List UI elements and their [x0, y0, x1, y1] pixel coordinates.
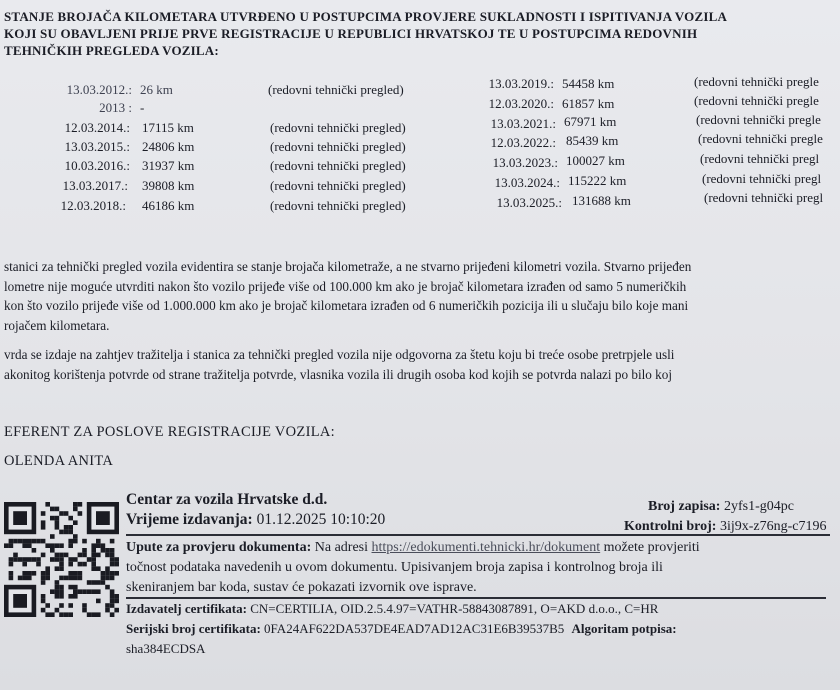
upute-line-2: točnost podataka navedenih u ovom dokumentu. Upisivanjem broja zapisa i kontrolnog broja ili — [126, 560, 663, 575]
mileage-km: - — [140, 100, 145, 115]
upute-text: Na adresi — [314, 540, 369, 555]
mileage-date: 13.03.2019.: — [488, 76, 554, 91]
notice-line: lometre nije moguće utvrditi nakon što vozilo prijeđe više od 100.000 km ako je brojač kilometara izrađen od samo 5 numeričkih — [4, 278, 687, 294]
heading-line-3: TEHNIČKIH PREGLEDA VOZILA: — [4, 43, 219, 58]
referent-title: EFERENT ZA POSLOVE REGISTRACIJE VOZILA: — [4, 424, 335, 440]
kontrolni-broj — [624, 519, 826, 535]
serijski-value: 0FA24AF622DA537DE4EAD7AD12AC31E6B39537B5 — [264, 621, 565, 636]
mileage-date: 13.03.2017.: — [62, 178, 128, 193]
verification-link[interactable]: https://edokumenti.tehnicki.hr/dokument — [371, 540, 601, 555]
mileage-date: 12.03.2022.: — [490, 135, 556, 150]
mileage-desc: (redovni tehnički pregle — [694, 93, 819, 108]
mileage-date: 13.03.2024.: — [494, 175, 560, 190]
mileage-km: 24806 km — [142, 139, 195, 154]
mileage-km: 54458 km — [562, 76, 615, 91]
broj-zapisa-label: Broj zapisa: — [648, 499, 721, 514]
mileage-desc: (redovni tehnički pregled) — [270, 178, 406, 193]
broj-zapisa — [648, 499, 794, 515]
notice-line: rojačem kilometara. — [4, 317, 110, 333]
document-heading — [4, 8, 840, 59]
vrijeme-label: Vrijeme izdavanja: — [126, 511, 253, 528]
liability-notice — [4, 345, 840, 384]
heading-line-2: KOJI SU OBAVLJENI PRIJE PRVE REGISTRACIJE U REPUBLICI HRVATSKOJ TE U POSTUPCIMA REDOVNIH — [4, 26, 698, 41]
mileage-desc: (redovni tehnički pregled) — [270, 120, 406, 135]
vrijeme-izdavanja — [126, 511, 385, 529]
mileage-km: 67971 km — [564, 114, 617, 129]
referent-name: OLENDA ANITA — [4, 453, 114, 469]
upute-label: Upute za provjeru dokumenta: — [126, 540, 312, 555]
mileage-date: 13.03.2025.: — [496, 195, 562, 210]
mileage-date: 13.03.2023.: — [492, 155, 558, 170]
mileage-desc: (redovni tehnički pregled) — [270, 139, 406, 154]
broj-zapisa-value: 2yfs1-g04pc — [723, 499, 794, 514]
mileage-km: 31937 km — [142, 158, 195, 173]
mileage-km: 85439 km — [566, 133, 619, 148]
mileage-desc: (redovni tehnički pregl — [700, 151, 820, 166]
issuer-org: Centar za vozila Hrvatske d.d. — [126, 491, 328, 508]
mileage-date: 13.03.2012.: — [66, 82, 132, 97]
notice-line: vrda se izdaje na zahtjev tražitelja i stanica za tehnički pregled vozila nije odgovorna za štetu koju bi treće osobe pretrpjele usli — [4, 347, 675, 362]
kontrolni-broj-value: 3ij9x-z76ng-c7196 — [719, 519, 827, 534]
mileage-desc: (redovni tehnički pregle — [698, 131, 823, 146]
mileage-date: 10.03.2016.: — [64, 158, 130, 173]
mileage-desc: (redovni tehnički pregled) — [270, 198, 406, 213]
mileage-date: 2013 : — [99, 100, 132, 115]
serijski-broj — [126, 621, 677, 637]
algoritam-value: sha384ECDSA — [126, 641, 206, 656]
mileage-km: 115222 km — [568, 173, 627, 188]
notice-line: kon što vozilo prijeđe više od 1.000.000 km ako je brojač kilometara izrađen od 6 numeričkih pozicija ili u slučaju bilo koje mani — [4, 298, 689, 313]
serijski-label: Serijski broj certifikata: — [126, 621, 261, 636]
notice-line: stanici za tehnički pregled vozila evidentira se stanje brojača kilometraže, a ne stvarno prijeđeni kilometri vozila. Stvarno prijeđen — [4, 259, 692, 274]
mileage-km: 39808 km — [142, 178, 195, 193]
divider — [126, 597, 826, 599]
mileage-km: 46186 km — [142, 198, 195, 213]
upute-line-3: skeniranjem bar koda, sustav će pokazati izvornik ove isprave. — [126, 580, 477, 595]
mileage-date: 13.03.2021.: — [490, 116, 556, 131]
mileage-date: 12.03.2014.: — [64, 120, 130, 135]
mileage-date: 13.03.2015.: — [64, 139, 130, 154]
kontrolni-broj-label: Kontrolni broj: — [624, 519, 717, 534]
algoritam-label: Algoritam potpisa: — [571, 621, 677, 636]
mileage-date: 12.03.2018.: — [60, 198, 126, 213]
mileage-desc: (redovni tehnički pregled) — [270, 158, 406, 173]
notice-line: akonitog korištenja potvrde od strane tražitelja potvrde, vlasnika vozila ili drugih osoba kod kojih se potvrda nalazi po bilo koj — [4, 366, 673, 382]
qr-code[interactable] — [2, 494, 122, 644]
mileage-km: 131688 km — [572, 193, 631, 208]
divider — [126, 534, 830, 536]
vrijeme-value: 01.12.2025 10:10:20 — [256, 511, 386, 528]
mileage-desc: (redovni tehnički pregl — [702, 171, 822, 186]
mileage-km: 61857 km — [562, 96, 615, 111]
mileage-km: 100027 km — [566, 153, 625, 168]
upute-line-1 — [126, 540, 700, 556]
izdavatelj-certifikata — [126, 601, 658, 617]
heading-line-1: STANJE BROJAČA KILOMETARA UTVRĐENO U POSTUPCIMA PROVJERE SUKLADNOSTI I ISPITIVANJA VOZILA — [4, 9, 728, 24]
mileage-desc: (redovni tehnički pregle — [694, 74, 819, 89]
mileage-km: 26 km — [140, 82, 173, 97]
odometer-notice — [4, 257, 840, 335]
mileage-date: 12.03.2020.: — [488, 96, 554, 111]
mileage-desc: (redovni tehnički pregl — [704, 190, 824, 205]
izdavatelj-label: Izdavatelj certifikata: — [126, 601, 247, 616]
izdavatelj-value: CN=CERTILIA, OID.2.5.4.97=VATHR-58843087891, O=AKD d.o.o., C=HR — [250, 601, 659, 616]
mileage-desc: (redovni tehnički pregled) — [268, 82, 404, 97]
upute-text: možete provjeriti — [603, 540, 700, 555]
mileage-desc: (redovni tehnički pregle — [696, 112, 821, 127]
mileage-km: 17115 km — [142, 120, 194, 135]
